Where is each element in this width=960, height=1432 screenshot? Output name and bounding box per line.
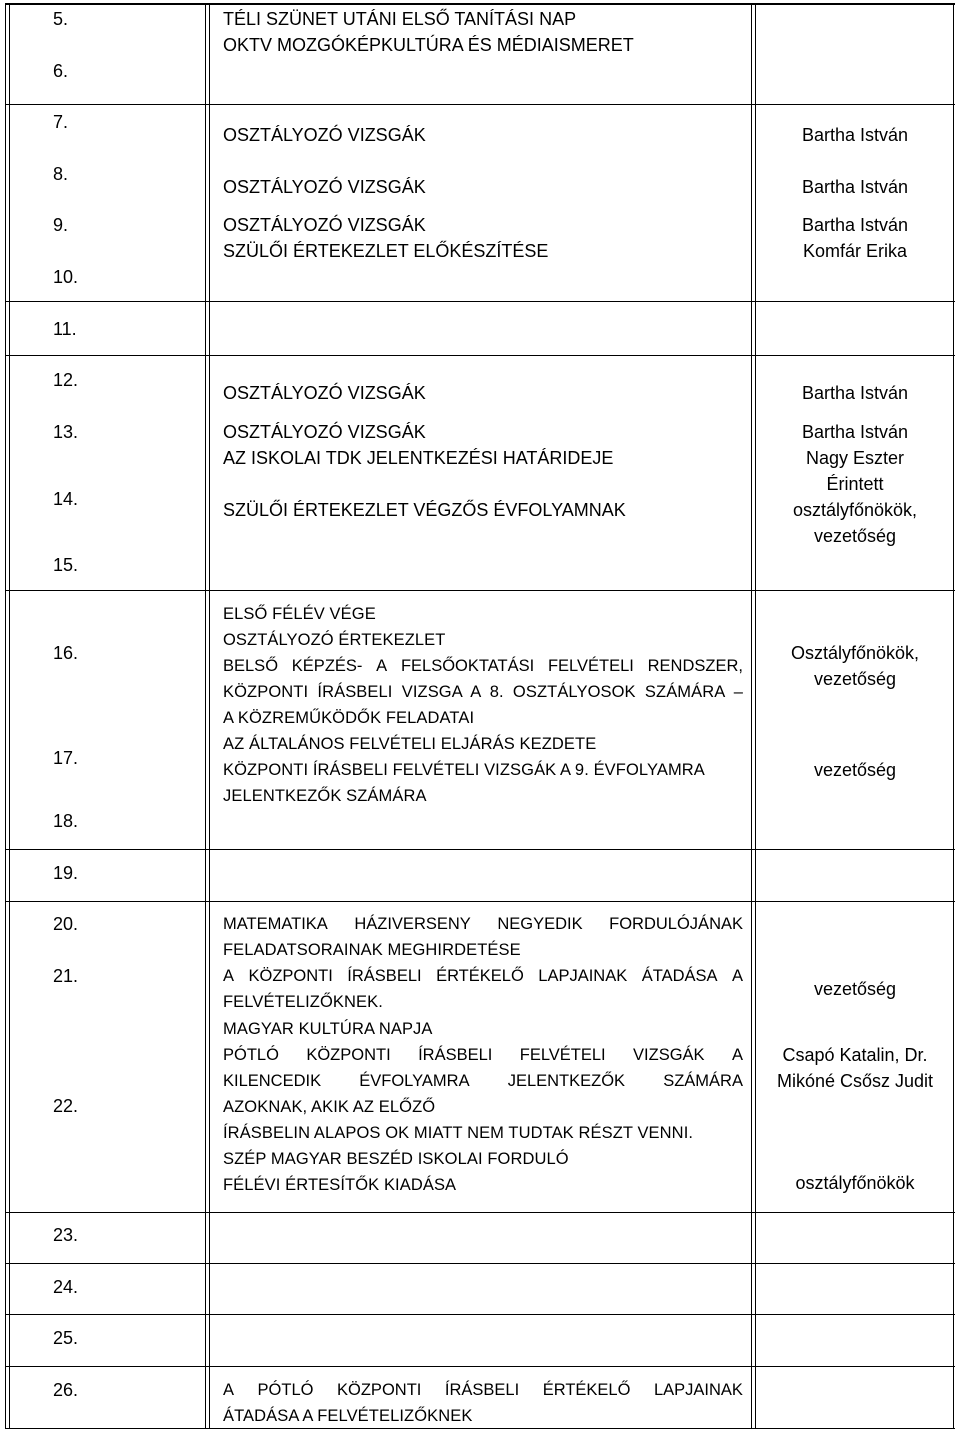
responsible-person: Osztályfőnökök, xyxy=(790,643,920,663)
day-number: 25. xyxy=(53,1328,79,1348)
word: KÖZPONTI xyxy=(337,1381,422,1399)
day-number: 14. xyxy=(53,489,79,509)
word: A xyxy=(223,1381,235,1399)
word: ÉRTÉKELŐ xyxy=(436,967,524,985)
table-border-left xyxy=(5,3,6,1429)
day-number: 22. xyxy=(53,1096,79,1116)
responsible-person: osztályfőnökök xyxy=(795,1173,915,1193)
event-text: OSZTÁLYOZÓ ÉRTEKEZLET xyxy=(223,631,446,649)
event-text-justified xyxy=(223,963,743,989)
word: RENDSZER, xyxy=(647,657,743,675)
responsible-person: Komfár Erika xyxy=(802,241,908,261)
responsible-person: vezetőség xyxy=(813,669,897,689)
col-divider-2 xyxy=(751,5,752,1429)
event-text-justified xyxy=(223,911,743,937)
day-number: 24. xyxy=(53,1277,79,1297)
row-separator xyxy=(5,901,955,902)
word: KÉPZÉS- xyxy=(291,657,363,675)
word: KÖZPONTI xyxy=(306,1046,391,1064)
day-number: 17. xyxy=(53,748,79,768)
event-text: A KÖZREMŰKÖDŐK FELADATAI xyxy=(223,709,475,727)
responsible-person: Nagy Eszter xyxy=(805,448,905,468)
responsible-person: Bartha István xyxy=(801,125,909,145)
row-separator xyxy=(5,1212,955,1213)
word: FELSŐOKTATÁSI xyxy=(400,657,535,675)
word: A xyxy=(731,1046,743,1064)
event-text: FELADATSORAINAK MEGHIRDETÉSE xyxy=(223,941,521,959)
responsible-person: Érintett xyxy=(826,474,884,494)
table-border-left-inner xyxy=(9,5,10,1429)
word: SZÁMÁRA xyxy=(663,1072,743,1090)
day-number: 10. xyxy=(53,267,79,287)
word: PÓTLÓ xyxy=(257,1381,314,1399)
event-text: JELENTKEZŐK SZÁMÁRA xyxy=(223,787,427,805)
word: FELVÉTELI xyxy=(519,1046,606,1064)
responsible-person: Csapó Katalin, Dr. xyxy=(782,1045,928,1065)
event-text: OSZTÁLYOZÓ VIZSGÁK xyxy=(223,383,426,403)
word: ÉVFOLYAMRA xyxy=(359,1072,470,1090)
day-number: 15. xyxy=(53,555,79,575)
day-number: 11. xyxy=(53,319,77,339)
word: A xyxy=(376,657,388,675)
event-text: OSZTÁLYOZÓ VIZSGÁK xyxy=(223,422,426,442)
row-separator xyxy=(5,355,955,356)
event-text: OSZTÁLYOZÓ VIZSGÁK xyxy=(223,125,426,145)
col-divider-1 xyxy=(205,5,206,1429)
event-text: ÁTADÁSA A FELVÉTELIZŐKNEK xyxy=(223,1407,473,1425)
event-text: OSZTÁLYOZÓ VIZSGÁK xyxy=(223,215,426,235)
day-number: 21. xyxy=(53,966,79,986)
responsible-person: vezetőség xyxy=(813,760,897,780)
event-text: SZÜLŐI ÉRTEKEZLET VÉGZŐS ÉVFOLYAMNAK xyxy=(223,500,626,520)
day-number: 13. xyxy=(53,422,79,442)
event-text: SZÜLŐI ÉRTEKEZLET ELŐKÉSZÍTÉSE xyxy=(223,241,549,261)
responsible-person: osztályfőnökök, xyxy=(792,500,918,520)
responsible-person: Bartha István xyxy=(801,177,909,197)
responsible-person: vezetőség xyxy=(813,979,897,999)
event-text: ELSŐ FÉLÉV VÉGE xyxy=(223,605,376,623)
event-text: TÉLI SZÜNET UTÁNI ELSŐ TANÍTÁSI NAP xyxy=(223,9,577,29)
responsible-person: vezetőség xyxy=(813,526,897,546)
event-text: ÍRÁSBELIN ALAPOS OK MIATT NEM TUDTAK RÉSZT VENNI. xyxy=(223,1124,694,1142)
responsible-person: Mikóné Csősz Judit xyxy=(776,1071,934,1091)
table-border-bottom xyxy=(5,1428,955,1429)
word: A xyxy=(731,967,743,985)
day-number: 16. xyxy=(53,643,79,663)
day-number: 5. xyxy=(53,9,69,29)
row-separator xyxy=(5,1263,955,1264)
event-text-justified xyxy=(223,653,743,679)
word: LAPJAINAK xyxy=(653,1381,743,1399)
event-text: OKTV MOZGÓKÉPKULTÚRA ÉS MÉDIAISMERET xyxy=(223,35,634,55)
event-text: KÖZPONTI ÍRÁSBELI VIZSGA A 8. OSZTÁLYOSOK SZÁMÁRA – xyxy=(223,683,743,701)
event-text: AZOKNAK, AKIK AZ ELŐZŐ xyxy=(223,1098,436,1116)
responsible-person: Bartha István xyxy=(801,383,909,403)
event-text: FELVÉTELIZŐKNEK. xyxy=(223,993,383,1011)
word: KILENCEDIK xyxy=(223,1072,322,1090)
row-separator xyxy=(5,1314,955,1315)
word: KÖZPONTI xyxy=(248,967,333,985)
day-number: 26. xyxy=(53,1380,79,1400)
event-text: MAGYAR KULTÚRA NAPJA xyxy=(223,1020,433,1038)
row-separator xyxy=(5,590,955,591)
word: JELENTKEZŐK xyxy=(507,1072,626,1090)
word: A xyxy=(223,967,235,985)
day-number: 9. xyxy=(53,215,69,235)
word: LAPJAINAK xyxy=(538,967,628,985)
word: FELVÉTELI xyxy=(547,657,634,675)
word: ÍRÁSBELI xyxy=(347,967,422,985)
event-text: SZÉP MAGYAR BESZÉD ISKOLAI FORDULÓ xyxy=(223,1150,569,1168)
event-text-justified xyxy=(223,1377,743,1403)
day-number: 7. xyxy=(53,112,69,132)
word: BELSŐ xyxy=(223,657,279,675)
word: HÁZIVERSENY xyxy=(354,915,471,933)
row-separator xyxy=(5,104,955,105)
event-text: KÖZPONTI ÍRÁSBELI FELVÉTELI VIZSGÁK A 9. ÉVFOLYAMRA xyxy=(223,761,705,779)
word: ÍRÁSBELI xyxy=(444,1381,520,1399)
day-number: 8. xyxy=(53,164,69,184)
col-divider-1b xyxy=(209,5,210,1429)
word: ÍRÁSBELI xyxy=(418,1046,493,1064)
word: MATEMATIKA xyxy=(223,915,328,933)
day-number: 19. xyxy=(53,863,79,883)
word: PÓTLÓ xyxy=(223,1046,279,1064)
day-number: 23. xyxy=(53,1225,79,1245)
word: VIZSGÁK xyxy=(633,1046,705,1064)
responsible-person: Bartha István xyxy=(801,215,909,235)
event-text: AZ ISKOLAI TDK JELENTKEZÉSI HATÁRIDEJE xyxy=(223,448,614,468)
table-border-top xyxy=(5,3,955,5)
event-text: AZ ÁLTALÁNOS FELVÉTELI ELJÁRÁS KEZDETE xyxy=(223,735,597,753)
event-text: OSZTÁLYOZÓ VIZSGÁK xyxy=(223,177,426,197)
event-text-justified xyxy=(223,1068,743,1094)
day-number: 18. xyxy=(53,811,79,831)
day-number: 20. xyxy=(53,914,79,934)
word: ÁTADÁSA xyxy=(641,967,718,985)
responsible-person: Bartha István xyxy=(801,422,909,442)
word: FORDULÓJÁNAK xyxy=(609,915,743,933)
word: NEGYEDIK xyxy=(497,915,583,933)
row-separator xyxy=(5,1366,955,1367)
row-separator xyxy=(5,301,955,302)
day-number: 12. xyxy=(53,370,79,390)
word: ÉRTÉKELŐ xyxy=(542,1381,631,1399)
event-text-justified xyxy=(223,1042,743,1068)
row-separator xyxy=(5,849,955,850)
event-text: FÉLÉVI ÉRTESÍTŐK KIADÁSA xyxy=(223,1176,457,1194)
day-number: 6. xyxy=(53,61,69,81)
